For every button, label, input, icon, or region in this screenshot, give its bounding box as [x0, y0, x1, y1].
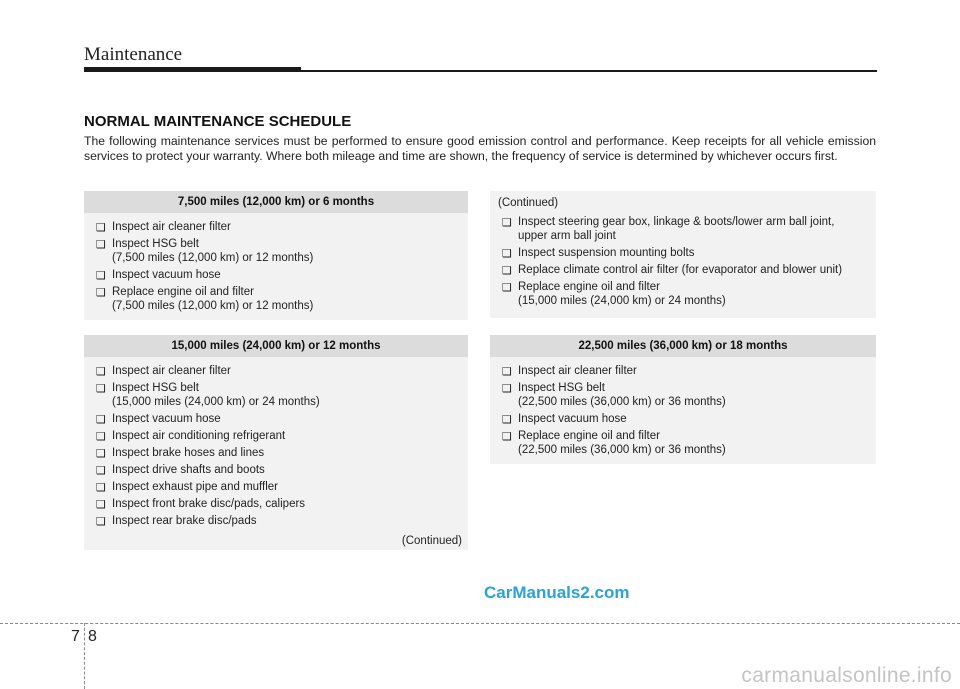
item-text: Inspect vacuum hose: [112, 269, 221, 281]
checkbox-icon: ❑: [502, 282, 512, 294]
checkbox-icon: ❑: [96, 465, 106, 477]
checkbox-icon: ❑: [502, 383, 512, 395]
item-subtext: (22,500 miles (36,000 km) or 36 months): [518, 396, 726, 408]
item-list: [490, 210, 876, 317]
item-subtext: (15,000 miles (24,000 km) or 24 months): [112, 396, 320, 408]
checkbox-icon: ❑: [502, 431, 512, 443]
list-item: [96, 220, 462, 234]
item-text: Inspect drive shafts and boots: [112, 464, 265, 476]
item-text: Replace climate control air filter (for evaporator and blower unit): [518, 264, 843, 276]
checkbox-icon: ❑: [96, 270, 106, 282]
checkbox-icon: ❑: [96, 414, 106, 426]
header-rule-thin: [301, 70, 877, 72]
checkbox-icon: ❑: [96, 222, 106, 234]
list-item: [96, 412, 462, 426]
list-item: [96, 429, 462, 443]
item-text: Inspect air cleaner filter: [112, 221, 231, 233]
item-list: [84, 213, 468, 322]
item-text: Inspect air cleaner filter: [518, 365, 637, 377]
list-item: [502, 280, 870, 308]
checkbox-icon: ❑: [96, 239, 106, 251]
list-item: [502, 429, 870, 457]
item-text: Inspect HSG belt: [518, 382, 605, 394]
list-item: [502, 381, 870, 409]
item-subtext: (22,500 miles (36,000 km) or 36 months): [518, 444, 726, 456]
list-item: [96, 497, 462, 511]
item-list: [490, 357, 876, 466]
checkbox-icon: ❑: [96, 431, 106, 443]
list-item: [96, 268, 462, 282]
item-text: Inspect steering gear box, linkage & boots/lower arm ball joint,: [518, 216, 835, 228]
footer-divider: [0, 623, 960, 624]
list-item: [502, 263, 870, 277]
checkbox-icon: ❑: [96, 516, 106, 528]
item-text: Inspect HSG belt: [112, 382, 199, 394]
item-text: Inspect vacuum hose: [112, 413, 221, 425]
page-number: 8: [88, 628, 97, 645]
item-text: Inspect brake hoses and lines: [112, 447, 265, 459]
checkbox-icon: ❑: [96, 448, 106, 460]
chapter-number: 7: [71, 628, 80, 645]
list-item: [96, 381, 462, 409]
schedule-box-7500: [84, 191, 468, 320]
schedule-box-title: 22,500 miles (36,000 km) or 18 months: [490, 335, 876, 357]
checkbox-icon: ❑: [96, 366, 106, 378]
checkbox-icon: ❑: [96, 499, 106, 511]
item-text: Inspect vacuum hose: [518, 413, 627, 425]
section-title: NORMAL MAINTENANCE SCHEDULE: [84, 113, 352, 130]
checkbox-icon: ❑: [502, 265, 512, 277]
item-text: Inspect rear brake disc/pads: [112, 515, 257, 527]
list-item: [502, 246, 870, 260]
checkbox-icon: ❑: [502, 248, 512, 260]
item-text: Inspect air cleaner filter: [112, 365, 231, 377]
item-text: Replace engine oil and filter: [112, 286, 254, 298]
watermark-link[interactable]: CarManuals2.com: [484, 583, 630, 602]
footer-vertical-divider: [84, 623, 85, 689]
item-text: Inspect air conditioning refrigerant: [112, 430, 286, 442]
list-item: [96, 463, 462, 477]
item-text: Inspect suspension mounting bolts: [518, 247, 695, 259]
page-header-title: Maintenance: [84, 44, 183, 65]
schedule-box-15000: [84, 335, 468, 550]
item-subtext: upper arm ball joint: [518, 230, 616, 242]
continued-label: (Continued): [401, 535, 462, 547]
list-item: [96, 364, 462, 378]
list-item: [96, 480, 462, 494]
schedule-box-title: 7,500 miles (12,000 km) or 6 months: [84, 191, 468, 213]
schedule-box-continued: [490, 191, 876, 318]
intro-paragraph: The following maintenance services must be performed to ensure good emission control and performance. Keep receipts for all vehicle emission services to protect your warranty. Where both mileage and time are shown, the frequency of service is determined by whichever occurs first.: [84, 134, 876, 163]
checkbox-icon: ❑: [502, 366, 512, 378]
checkbox-icon: ❑: [96, 482, 106, 494]
bottom-watermark: carmanualsonline.info: [741, 664, 952, 687]
item-text: Replace engine oil and filter: [518, 430, 660, 442]
item-text: Inspect front brake disc/pads, calipers: [112, 498, 306, 510]
schedule-box-title: 15,000 miles (24,000 km) or 12 months: [84, 335, 468, 357]
schedule-box-22500: [490, 335, 876, 464]
header-rule-thick: [84, 67, 301, 72]
item-subtext: (7,500 miles (12,000 km) or 12 months): [112, 300, 314, 312]
item-text: Replace engine oil and filter: [518, 281, 660, 293]
list-item: [96, 514, 462, 528]
checkbox-icon: ❑: [96, 383, 106, 395]
checkbox-icon: ❑: [502, 217, 512, 229]
list-item: [96, 285, 462, 313]
checkbox-icon: ❑: [96, 287, 106, 299]
list-item: [502, 364, 870, 378]
list-item: [502, 215, 870, 243]
list-item: [502, 412, 870, 426]
item-text: Inspect HSG belt: [112, 238, 199, 250]
item-list: [84, 357, 468, 537]
checkbox-icon: ❑: [502, 414, 512, 426]
list-item: [96, 446, 462, 460]
item-subtext: (7,500 miles (12,000 km) or 12 months): [112, 252, 314, 264]
item-text: Inspect exhaust pipe and muffler: [112, 481, 279, 493]
item-subtext: (15,000 miles (24,000 km) or 24 months): [518, 295, 726, 307]
list-item: [96, 237, 462, 265]
continued-label: (Continued): [498, 197, 559, 209]
